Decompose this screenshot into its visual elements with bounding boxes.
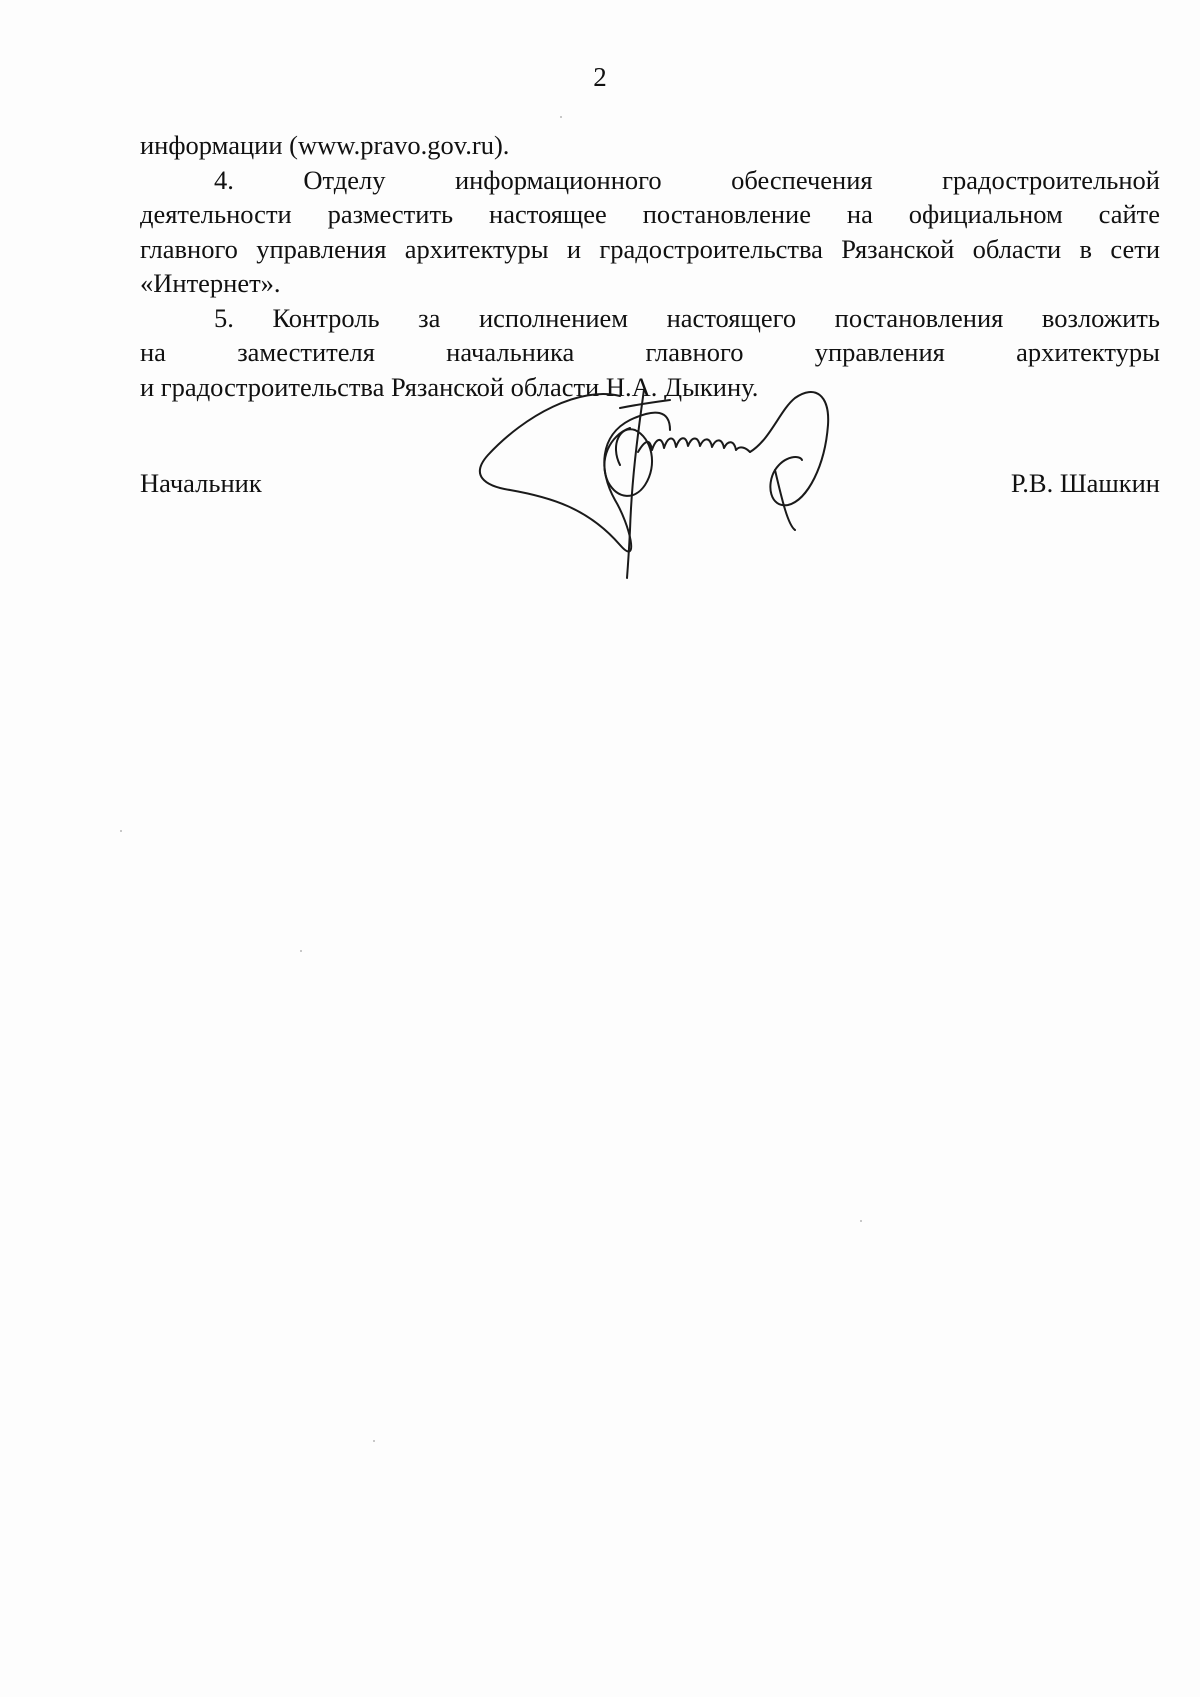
paragraph-5-word: управления [814, 337, 945, 367]
page-number: 2 [593, 62, 607, 92]
paragraph-5-word: Контроль [272, 302, 380, 333]
paragraph-5-word: заместителя [237, 337, 375, 367]
paragraph-5-line-2 [140, 335, 1160, 370]
handwritten-signature [470, 390, 920, 590]
signature-tail [775, 470, 795, 530]
paragraph-4-word: градостроительной [942, 164, 1160, 195]
paragraph-4-line-2: деятельности разместить настоящее постановление на официальном сайте [140, 199, 1160, 229]
paragraph-5-word: постановления [834, 302, 1004, 333]
signatory-position: Начальник [140, 468, 262, 498]
paragraph-4-word: информационного [454, 164, 662, 195]
paragraph-4-line-1 [140, 163, 1160, 198]
scan-speck [373, 1440, 375, 1442]
paragraph-5-word: за [418, 302, 441, 333]
paragraph-5-word: исполнением [478, 302, 629, 333]
paragraph-5-word: архитектуры [1016, 337, 1160, 367]
signature-right-loop [750, 392, 828, 505]
paragraph-5-word: на [140, 337, 166, 367]
paragraph-5-word: возложить [1041, 302, 1160, 333]
paragraph-5-word: 5. [214, 302, 234, 333]
paragraph-5-line-1 [140, 301, 1160, 336]
signature-cross-stroke [620, 400, 670, 408]
scan-speck [300, 950, 302, 952]
document-body [140, 128, 1160, 404]
signature-zigzag [638, 438, 750, 452]
paragraph-3-tail: информации (www.pravo.gov.ru). [140, 130, 510, 160]
paragraph-5 [140, 301, 1160, 405]
scan-speck [860, 1220, 862, 1222]
paragraph-4-line-3: главного управления архитектуры и градостроительства Рязанской области в сети [140, 233, 1160, 264]
paragraph-5-word: главного [645, 337, 744, 367]
paragraph-4 [140, 163, 1160, 301]
paragraph-5-word: начальника [446, 337, 575, 367]
paragraph-4-word: обеспечения [731, 164, 873, 195]
paragraph-4-word: Отделу [303, 164, 386, 195]
signature-inner-loop [604, 428, 652, 496]
scan-speck [560, 116, 562, 118]
paragraph-5-line-3: и градостроительства Рязанской области Н.А. Дыкину. [140, 371, 759, 402]
signatory-name: Р.В. Шашкин [1010, 468, 1160, 498]
paragraph-5-word: настоящего [666, 302, 797, 333]
scan-speck [120, 830, 122, 832]
paragraph-4-word: 4. [214, 164, 234, 195]
paragraph-4-line-4: «Интернет». [140, 268, 281, 298]
signature-outer-loop [480, 394, 670, 552]
